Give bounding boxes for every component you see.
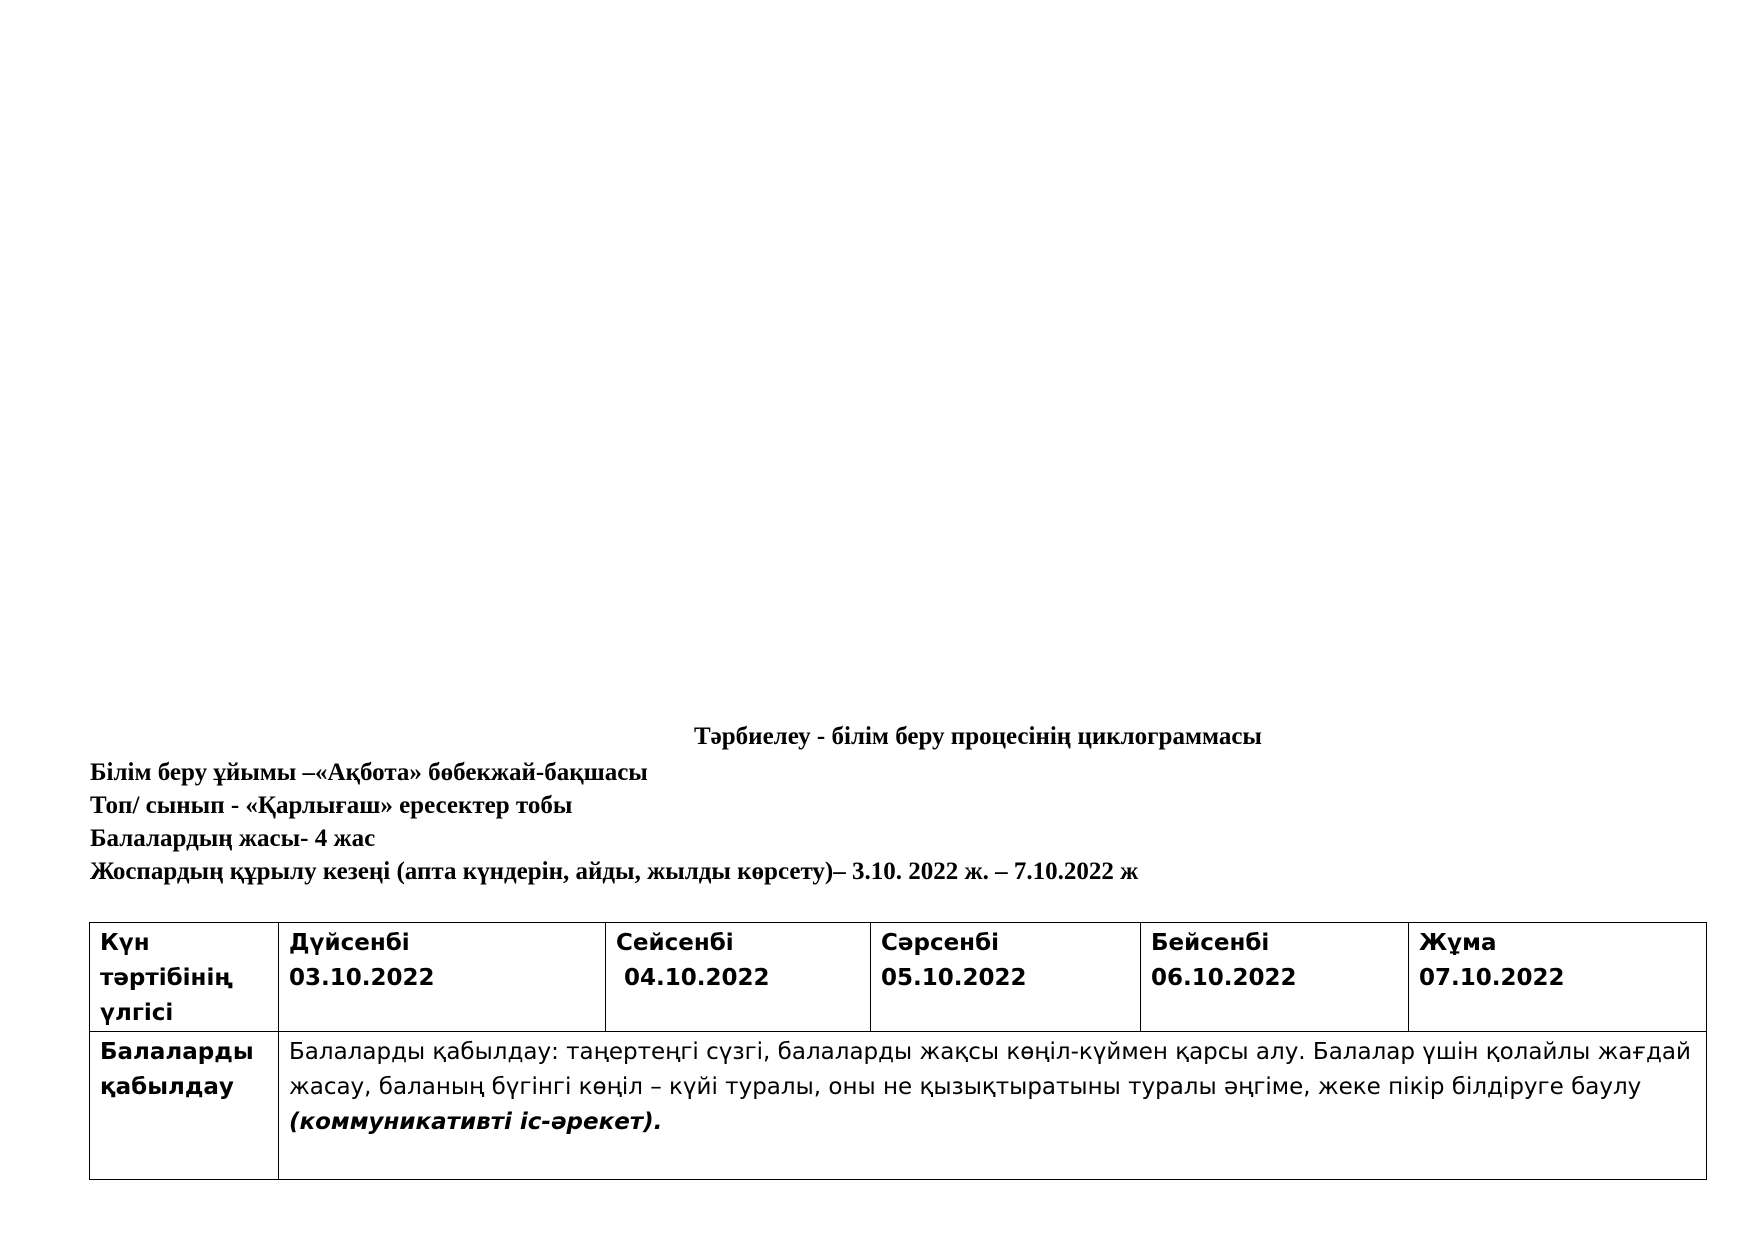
row-label-cell [90, 1032, 279, 1180]
row-label-line: қабылдау [100, 1074, 234, 1100]
row-activity-note: (коммуникативті іс-әрекет). [289, 1109, 663, 1135]
day-name: Сәрсенбі [881, 930, 1000, 956]
document-title: Тәрбиелеу - білім беру процесінің циклограммасы [694, 723, 1262, 750]
schedule-table [89, 922, 1707, 1180]
meta-age: Балалардың жасы- 4 жас [90, 825, 376, 852]
meta-group: Топ/ сынып - «Қарлығаш» ересектер тобы [90, 792, 573, 819]
table-row [90, 1032, 1707, 1180]
day-name: Бейсенбі [1151, 930, 1270, 956]
day-date: 04.10.2022 [616, 965, 770, 991]
row-content-cell [279, 1032, 1707, 1180]
header-cell-friday [1409, 923, 1707, 1032]
header-label-line: Күн [100, 930, 150, 956]
day-date: 06.10.2022 [1151, 965, 1297, 991]
header-label-line: тәртібінің [100, 965, 233, 991]
row-label-line: Балаларды [100, 1039, 254, 1065]
header-cell-tuesday [606, 923, 871, 1032]
header-cell-thursday [1141, 923, 1409, 1032]
header-cell-routine [90, 923, 279, 1032]
document-meta [90, 756, 1138, 888]
day-date: 07.10.2022 [1419, 965, 1565, 991]
table-header-row [90, 923, 1707, 1032]
header-label-line: үлгісі [100, 1000, 174, 1026]
day-name: Жұма [1419, 930, 1497, 956]
day-name: Сейсенбі [616, 930, 734, 956]
row-content-text: Балаларды қабылдау: таңертеңгі сүзгі, балаларды жақсы көңіл-күймен қарсы алу. Балалар үшін қолайлы жағдай жасау, баланың бүгінгі көңіл – күйі туралы, оны не қызықтыратыны туралы әңгіме, жеке пікір білдіруге баулу [289, 1039, 1691, 1100]
header-cell-monday [279, 923, 606, 1032]
day-name: Дүйсенбі [289, 930, 410, 956]
day-date: 05.10.2022 [881, 965, 1027, 991]
day-date: 03.10.2022 [289, 965, 435, 991]
meta-period: Жоспардың құрылу кезеңі (апта күндерін, айды, жылды көрсету)– 3.10. 2022 ж. – 7.10.2022 ж [90, 858, 1139, 885]
meta-organization: Білім беру ұйымы –«Ақбота» бөбекжай-бақшасы [90, 759, 648, 786]
header-cell-wednesday [871, 923, 1141, 1032]
